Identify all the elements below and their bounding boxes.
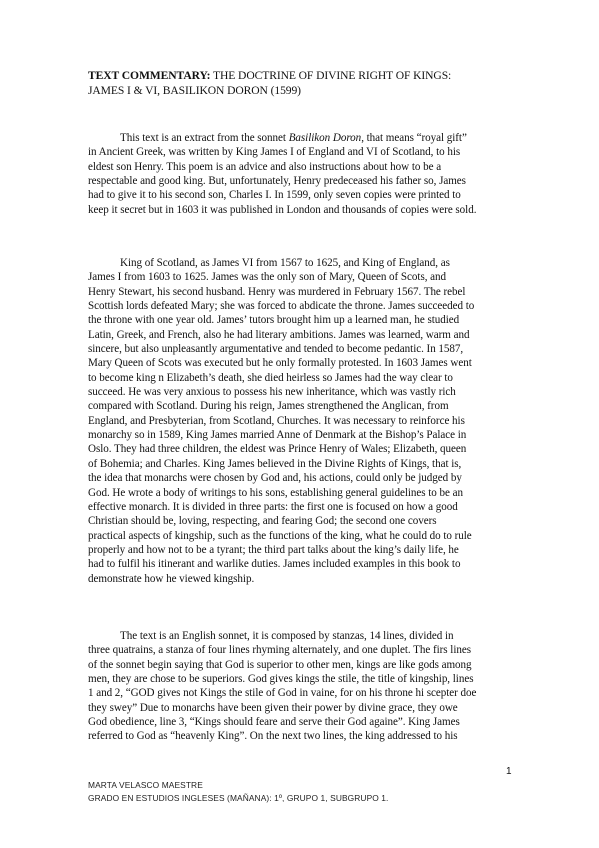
paragraph-line: keep it secret but in 1603 it was published in London and thousands of copies were sold. <box>88 203 477 216</box>
work-title: Basilikon Doron <box>288 132 362 144</box>
paragraph-line: eldest son Henry. This poem is an advice and also instructions about how to be a <box>88 160 442 173</box>
paragraph-line: This text is an extract from the sonnet Basilikon Doron, that means “royal gift” <box>120 132 467 144</box>
paragraph-line: succeed. He was very anxious to possess his new inheritance, which was vastly rich <box>88 386 456 399</box>
paragraph-line: had to fulfil his itinerant and warlike duties. James included examples in this book to <box>88 558 461 571</box>
paragraph-line: the idea that monarchs were chosen by God and, his actions, could only be judged by <box>88 472 462 485</box>
paragraph-line: James I from 1603 to 1625. James was the only son of Mary, Queen of Scots, and <box>88 271 447 284</box>
footer-author: MARTA VELASCO MAESTRE <box>88 780 203 790</box>
paragraph-line: of Bohemia; and Charles. King James believed in the Divine Rights of Kings, that is, <box>88 457 462 470</box>
paragraph-line: to become king n Elizabeth’s death, she died heirless so James had the way clear to <box>88 371 453 384</box>
paragraph-line: monarchy so in 1589, King James married Anne of Denmark at the Bishop’s Palace in <box>88 429 467 442</box>
paragraph-line: sincere, but also unpleasantly argumentative and tended to become pedantic. In 1587, <box>88 343 464 356</box>
heading-line-2: JAMES I & VI, BASILIKON DORON (1599) <box>88 84 301 97</box>
paragraph-line: Latin, Greek, and French, also he had literary ambitions. James was learned, warm and <box>88 328 470 341</box>
footer-course: GRADO EN ESTUDIOS INGLESES (MAÑANA): 1º, GRUPO 1, SUBGRUPO 1. <box>88 793 389 803</box>
paragraph-line: the throne with one year old. James’ tutors brought him up a learned man, he studied <box>88 314 460 327</box>
paragraph-introduction <box>88 131 520 217</box>
paragraph-line: Mary Queen of Scots was executed but he only formally protested. In 1603 James went <box>88 357 472 370</box>
paragraph-line: three quatrains, a stanza of four lines rhyming alternately, and one duplet. The firs lines <box>88 644 471 657</box>
paragraph-analysis <box>88 629 520 744</box>
paragraph-line: properly and how not to be a tyrant; the third part talks about the king’s daily life, he <box>88 543 459 556</box>
page-footer <box>88 779 518 805</box>
paragraph-line: men, they are chose to be superiors. God gives kings the stile, the title of kingship, lines <box>88 673 474 686</box>
paragraph-line: compared with Scotland. During his reign, James strengthened the Anglican, from <box>88 400 449 413</box>
paragraph-line: respectable and good king. But, unfortunately, Henry predeceased his father so, James <box>88 175 466 188</box>
paragraph-line: Henry Stewart, his second husband. Henry was murdered in February 1567. The rebel <box>88 285 466 298</box>
paragraph-line: Christian should be, loving, respecting, and fearing God; the second one covers <box>88 515 437 528</box>
paragraph-line: had to give it to his second son, Charles I. In 1599, only seven copies were printed to <box>88 189 461 202</box>
paragraph-line: King of Scotland, as James VI from 1567 to 1625, and King of England, as <box>120 257 450 269</box>
paragraph-line: demonstrate how he viewed kingship. <box>88 572 255 585</box>
paragraph-line: 1 and 2, “GOD gives not Kings the stile of God in vaine, for on his throne hi scepter doe <box>88 687 477 700</box>
paragraph-line: Scottish lords defeated Mary; she was forced to abdicate the throne. James succeeded to <box>88 300 475 313</box>
paragraph-line: The text is an English sonnet, it is composed by stanzas, 14 lines, divided in <box>120 630 454 642</box>
paragraph-line: God obedience, line 3, “Kings should feare and serve their God againe”. King James <box>88 716 460 729</box>
paragraph-biography <box>88 256 520 586</box>
paragraph-line: of the sonnet begin saying that God is superior to other men, kings are like gods among <box>88 658 472 671</box>
paragraph-line: practical aspects of kingship, such as the functions of the king, what he could do to rule <box>88 529 472 542</box>
paragraph-line: England, and Presbyterian, from Scotland, Churches. It was necessary to reinforce his <box>88 414 465 427</box>
paragraph-line: referred to God as “heavenly King”. On the next two lines, the king addressed to his <box>88 730 458 743</box>
paragraph-line: God. He wrote a body of writings to his sons, establishing general guidelines to be an <box>88 486 463 499</box>
heading-label: TEXT COMMENTARY: <box>88 69 211 82</box>
page-number: 1 <box>506 766 512 777</box>
heading-title: THE DOCTRINE OF DIVINE RIGHT OF KINGS: <box>210 69 452 82</box>
document-heading <box>88 68 528 98</box>
paragraph-line: effective monarch. It is divided in three parts: the first one is focused on how a good <box>88 500 458 513</box>
paragraph-line: in Ancient Greek, was written by King James I of England and VI of Scotland, to his <box>88 146 461 159</box>
heading-line-1 <box>88 68 528 83</box>
paragraph-line: they swey” Due to monarchs have been given their power by divine grace, they owe <box>88 701 458 714</box>
paragraph-line: Oslo. They had three children, the eldest was Prince Henry of Wales; Elizabeth, queen <box>88 443 467 456</box>
